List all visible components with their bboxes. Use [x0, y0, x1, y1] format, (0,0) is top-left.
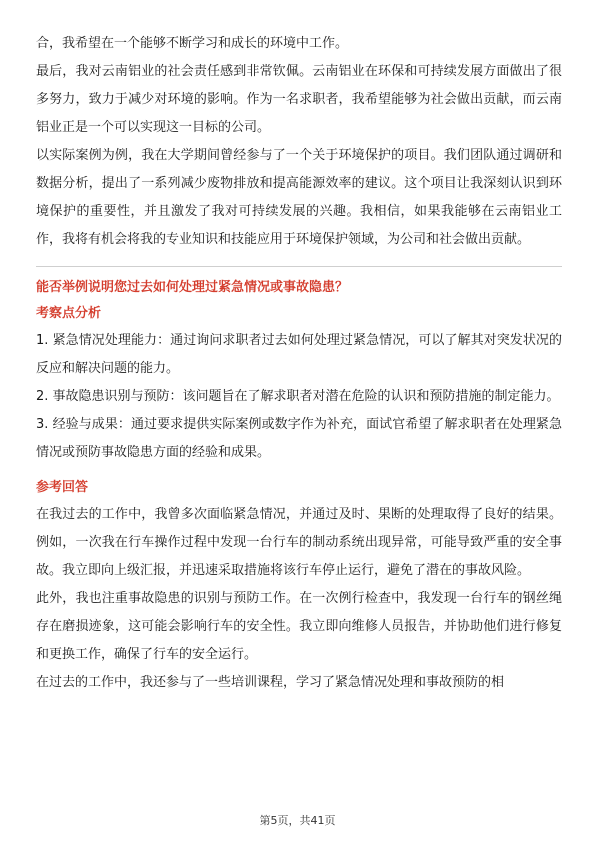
answer-paragraph: 在我过去的工作中，我曾多次面临紧急情况，并通过及时、果断的处理取得了良好的结果。例如，一次我在行车操作过程中发现一台行车的制动系统出现异常，可能导致严重的安全事故。我立即向上级汇报，并迅速采取措施将该行车停止运行，避免了潜在的事故风险。 [36, 507, 562, 578]
analysis-item: 2. 事故隐患识别与预防：该问题旨在了解求职者对潜在危险的认识和预防措施的制定能力。 [36, 389, 560, 404]
intro-paragraph: 合，我希望在一个能够不断学习和成长的环境中工作。 [36, 36, 349, 51]
answer-paragraph: 此外，我也注重事故隐患的识别与预防工作。在一次例行检查中，我发现一台行车的钢丝绳存在磨损迹象，这可能会影响行车的安全性。我立即向维修人员报告，并协助他们进行修复和更换工作，确保了行车的安全运行。 [36, 591, 562, 662]
analysis-title: 考察点分析 [36, 306, 102, 321]
question-heading: 能否举例说明您过去如何处理过紧急情况或事故隐患？ [36, 280, 349, 295]
section-divider [36, 266, 562, 267]
answer-title: 参考回答 [36, 480, 89, 495]
page-number: 第5页，共41页 [259, 814, 336, 827]
intro-paragraph: 以实际案例为例，我在大学期间曾经参与了一个关于环境保护的项目。我们团队通过调研和数据分析，提出了一系列减少废物排放和提高能源效率的建议。这个项目让我深刻认识到环境保护的重要性，并且激发了我对可持续发展的兴趣。我相信，如果我能够在云南铝业工作，我将有机会将我的专业知识和技能应用于环境保护领域，为公司和社会做出贡献。 [36, 148, 562, 247]
document-page [36, 30, 562, 697]
analysis-item: 3. 经验与成果：通过要求提供实际案例或数字作为补充，面试官希望了解求职者在处理紧急情况或预防事故隐患方面的经验和成果。 [36, 417, 562, 460]
analysis-item: 1. 紧急情况处理能力：通过询问求职者过去如何处理过紧急情况，可以了解其对突发状况的反应和解决问题的能力。 [36, 333, 562, 376]
intro-paragraph: 最后，我对云南铝业的社会责任感到非常钦佩。云南铝业在环保和可持续发展方面做出了很多努力，致力于减少对环境的影响。作为一名求职者，我希望能够为社会做出贡献，而云南铝业正是一个可以实现这一目标的公司。 [36, 64, 562, 135]
answer-paragraph: 在过去的工作中，我还参与了一些培训课程，学习了紧急情况处理和事故预防的相 [36, 675, 505, 690]
